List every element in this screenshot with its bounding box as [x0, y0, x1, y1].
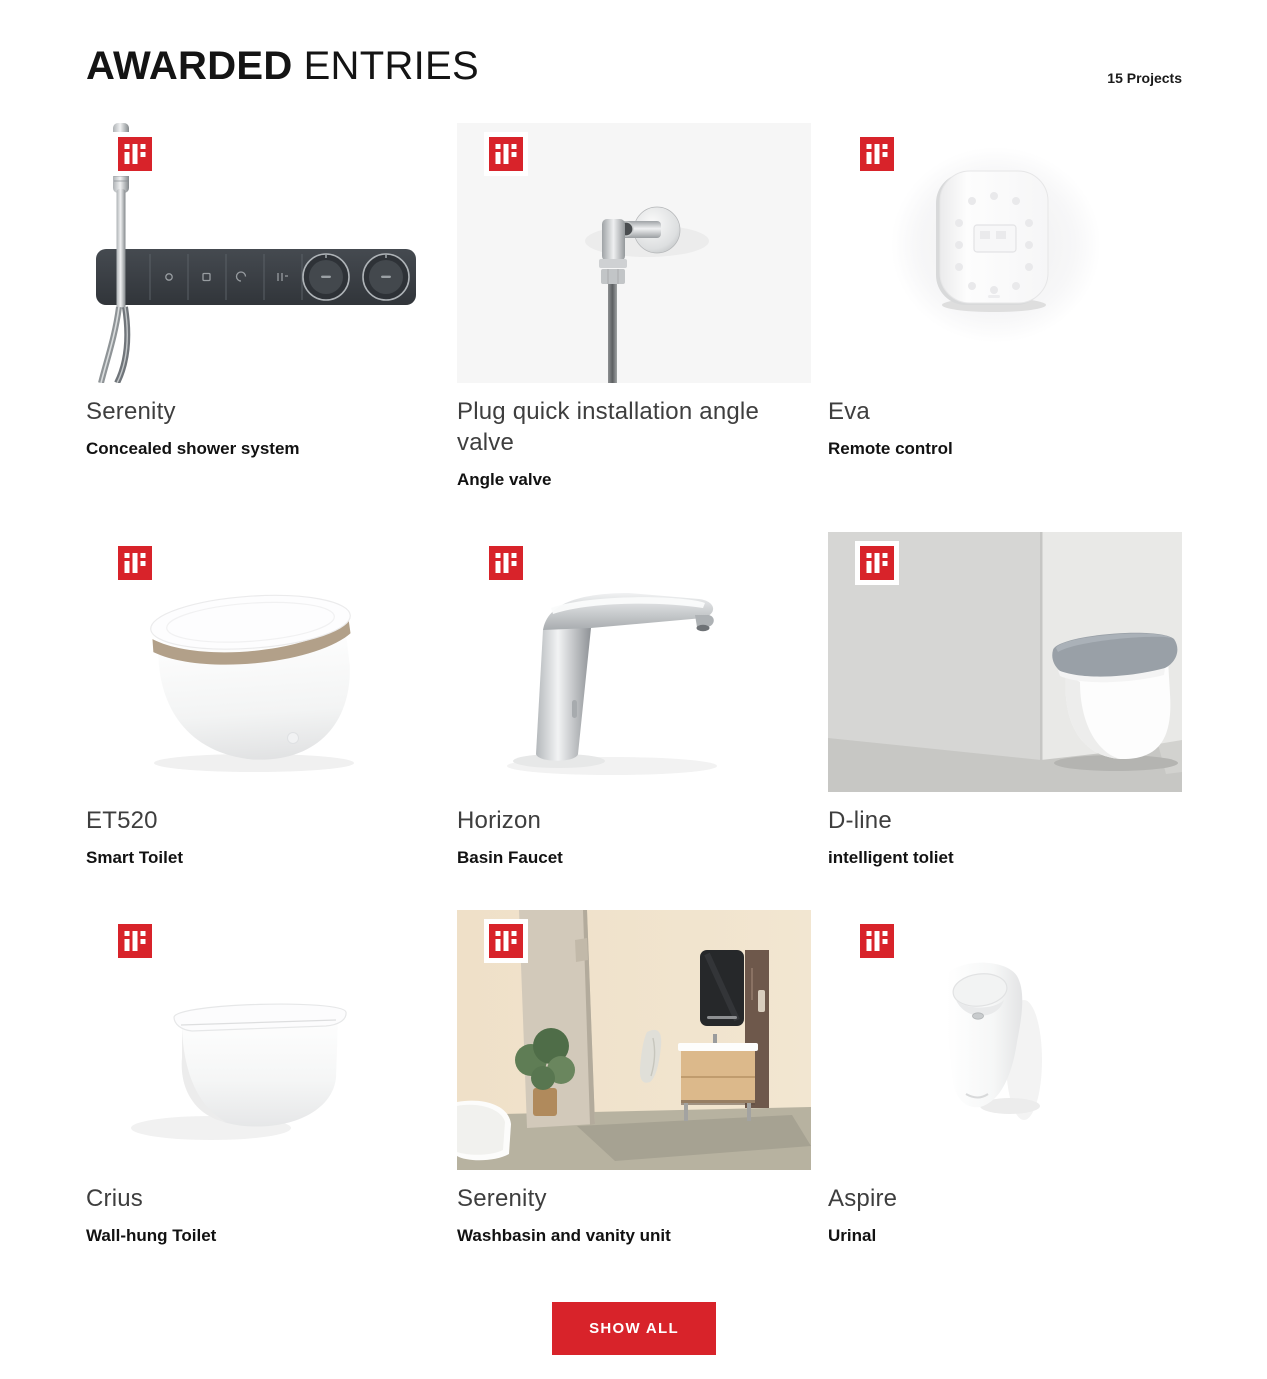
entry-subtitle: Basin Faucet	[457, 847, 563, 867]
product-image-concealed-shower-system	[86, 123, 440, 383]
product-image-intelligent-toilet	[828, 532, 1182, 792]
product-image-angle-valve	[457, 123, 811, 383]
if-award-icon	[855, 919, 899, 963]
entry-title: Crius	[86, 1184, 144, 1212]
entry-card[interactable]	[86, 123, 440, 490]
entry-card[interactable]	[457, 532, 811, 868]
show-all-button[interactable]: SHOW ALL	[552, 1302, 716, 1355]
entry-subtitle: Angle valve	[457, 469, 552, 489]
product-image-wall-hung-toilet	[86, 910, 440, 1170]
entries-grid	[86, 123, 1182, 1246]
if-award-icon	[113, 541, 157, 585]
if-award-icon	[484, 919, 528, 963]
entry-card[interactable]	[86, 532, 440, 868]
entry-subtitle: Smart Toilet	[86, 847, 183, 867]
entry-card[interactable]	[457, 123, 811, 490]
entry-title: Horizon	[457, 806, 542, 834]
if-award-icon	[484, 541, 528, 585]
if-award-icon	[484, 132, 528, 176]
if-award-icon	[113, 919, 157, 963]
entry-card[interactable]	[828, 910, 1182, 1246]
product-image-washbasin-and-vanity-unit	[457, 910, 811, 1170]
entry-title: Serenity	[86, 397, 176, 425]
entry-title: ET520	[86, 806, 158, 834]
entry-title: Eva	[828, 397, 870, 425]
projects-count: 15 Projects	[1107, 69, 1182, 86]
footer-actions	[86, 1302, 1182, 1355]
if-award-icon	[855, 132, 899, 176]
product-image-basin-faucet	[457, 532, 811, 792]
product-image-smart-toilet	[86, 532, 440, 792]
entry-card[interactable]	[828, 123, 1182, 490]
page-title	[86, 44, 479, 89]
product-image-remote-control	[828, 123, 1182, 383]
if-award-icon	[855, 541, 899, 585]
entry-card[interactable]	[828, 532, 1182, 868]
section-header	[86, 44, 1182, 89]
entry-title: D-line	[828, 806, 892, 834]
entry-subtitle: intelligent toliet	[828, 847, 954, 867]
entry-subtitle: Remote control	[828, 438, 953, 458]
entry-subtitle: Concealed shower system	[86, 438, 300, 458]
page-title-bold: AWARDED	[86, 44, 293, 88]
product-image-urinal	[828, 910, 1182, 1170]
entry-title: Aspire	[828, 1184, 898, 1212]
entry-subtitle: Wall-hung Toilet	[86, 1225, 217, 1245]
if-award-icon	[113, 132, 157, 176]
entry-title: Serenity	[457, 1184, 547, 1212]
entry-title: Plug quick installation angle valve	[457, 397, 759, 456]
entry-subtitle: Washbasin and vanity unit	[457, 1225, 671, 1245]
entry-card[interactable]	[457, 910, 811, 1246]
entry-subtitle: Urinal	[828, 1225, 877, 1245]
entry-card[interactable]	[86, 910, 440, 1246]
page-title-light: ENTRIES	[303, 44, 480, 88]
